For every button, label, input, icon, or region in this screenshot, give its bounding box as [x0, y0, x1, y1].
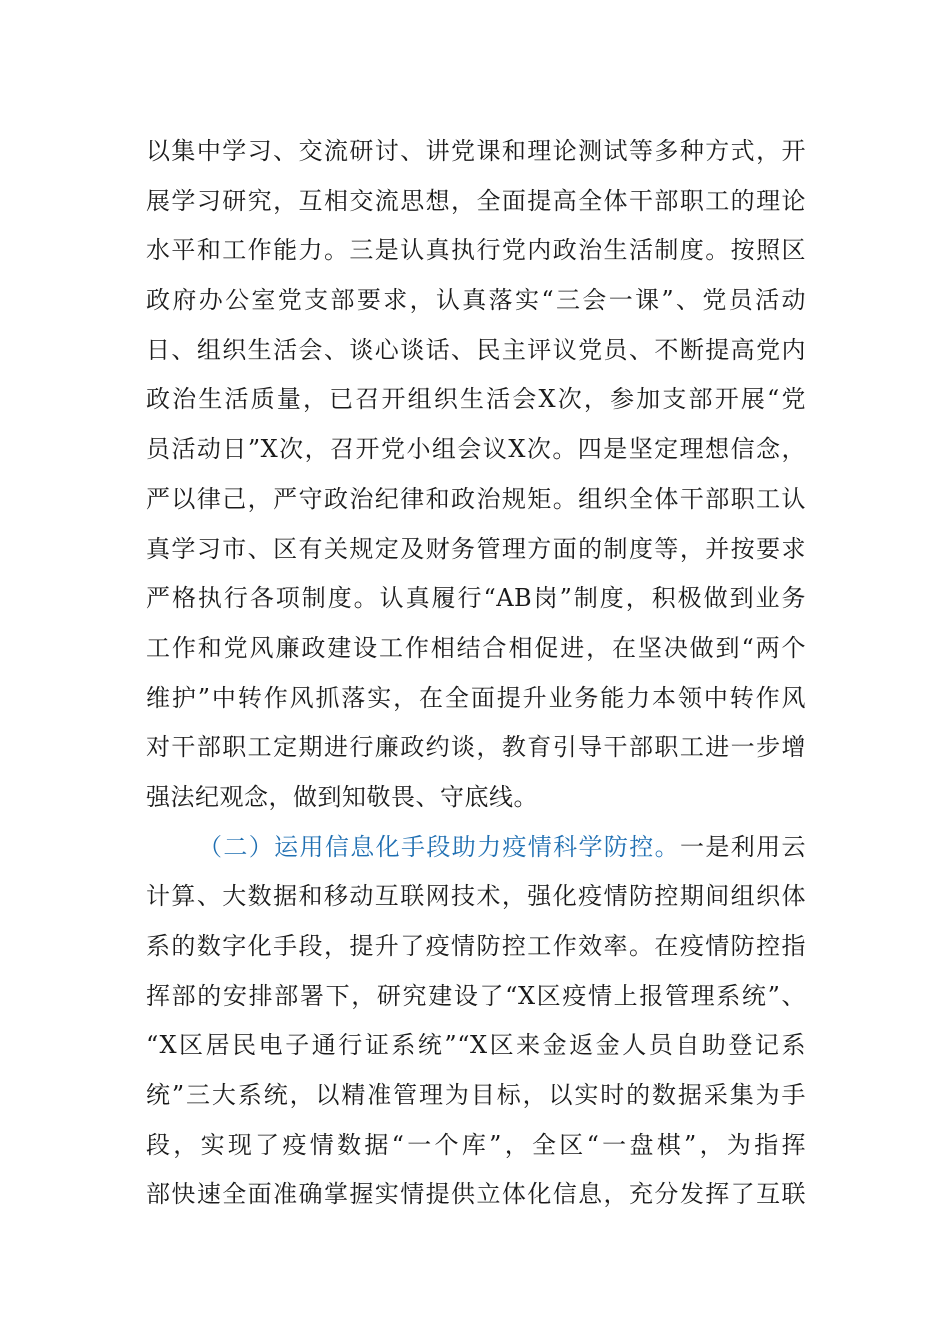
text-line: 段，实现了疫情数据“一个库”，全区“一盘棋”，为指挥: [146, 1130, 806, 1159]
section-heading-line: [146, 823, 806, 873]
text-line: 严格执行各项制度。认真履行“AB岗”制度，积极做到业务: [146, 584, 806, 613]
text-line: 水平和工作能力。三是认真执行党内政治生活制度。按照区: [146, 236, 806, 265]
text-line: 系的数字化手段，提升了疫情防控工作效率。在疫情防控指: [146, 932, 806, 960]
text-line: 对干部职工定期进行廉政约谈，教育引导干部职工进一步增: [146, 733, 806, 762]
paragraph-1: [146, 127, 806, 823]
text-line: 挥部的安排部署下，研究建设了“X区疫情上报管理系统”、: [146, 981, 806, 1010]
text-line: 工作和党风廉政建设工作相结合相促进，在坚决做到“两个: [146, 633, 806, 662]
text-line: 以集中学习、交流研讨、讲党课和理论测试等多种方式，开: [146, 137, 806, 165]
text-line: 严以律己，严守政治纪律和政治规矩。组织全体干部职工认: [146, 484, 806, 513]
text-line: 统”三大系统，以精准管理为目标，以实时的数据采集为手: [146, 1081, 806, 1110]
text-line: 政府办公室党支部要求，认真落实“三会一课”、党员活动: [146, 286, 806, 315]
section-heading: （二）运用信息化手段助力疫情科学防控。: [198, 832, 681, 861]
text-line: “X区居民电子通行证系统”“X区来金返金人员自助登记系: [146, 1031, 806, 1060]
text-line: 计算、大数据和移动互联网技术，强化疫情防控期间组织体: [146, 882, 806, 911]
text-line: 展学习研究，互相交流思想，全面提高全体干部职工的理论: [146, 186, 806, 215]
document-body: [146, 127, 806, 1220]
text-line: 员活动日”X次，召开党小组会议X次。四是坚定理想信念，: [146, 435, 806, 464]
text-line: 真学习市、区有关规定及财务管理方面的制度等，并按要求: [146, 534, 806, 563]
paragraph-2: [146, 823, 806, 1221]
text-line: 部快速全面准确掌握实情提供立体化信息，充分发挥了互联: [146, 1180, 806, 1209]
heading-line-rest: 一是利用云: [680, 832, 807, 861]
text-line: 日、组织生活会、谈心谈话、民主评议党员、不断提高党内: [146, 335, 806, 364]
text-line: 强法纪观念，做到知敬畏、守底线。: [146, 782, 538, 811]
text-line: 政治生活质量，已召开组织生活会X次，参加支部开展“党: [146, 385, 806, 414]
text-line: 维护”中转作风抓落实，在全面提升业务能力本领中转作风: [146, 683, 806, 712]
